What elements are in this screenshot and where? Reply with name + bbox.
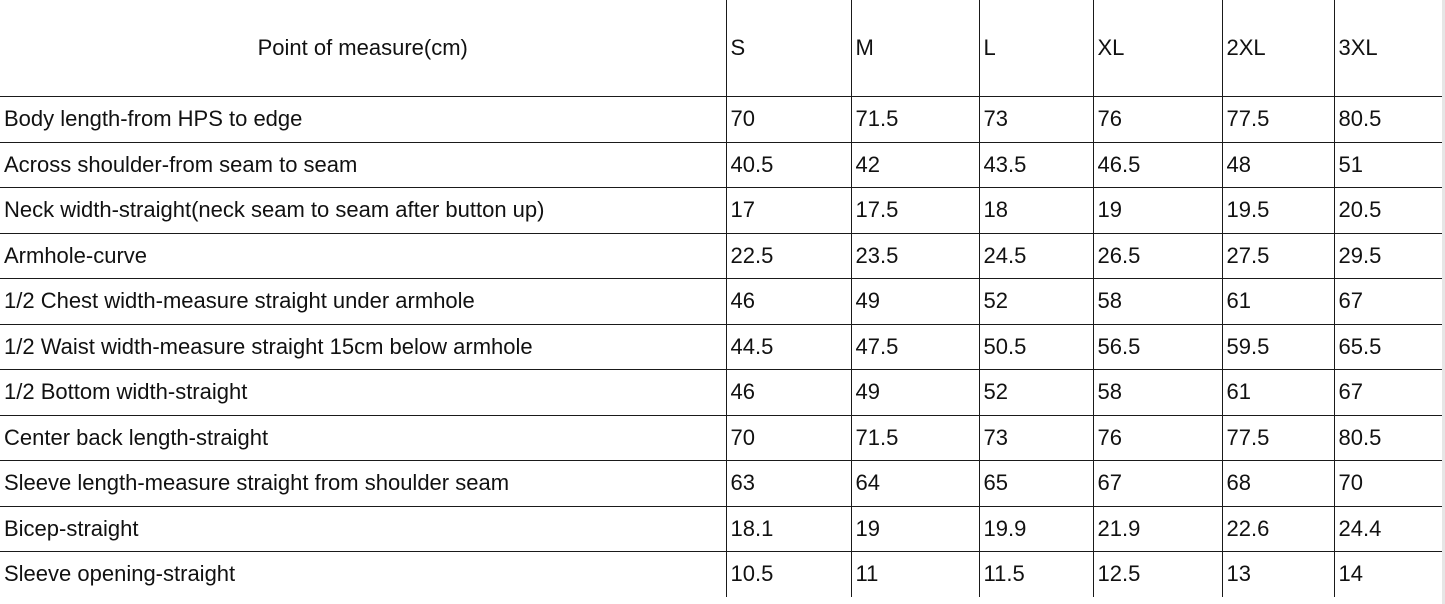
header-point-of-measure: Point of measure(cm) <box>0 0 726 97</box>
size-l-cell: 65 <box>979 461 1093 507</box>
size-2xl-cell: 13 <box>1222 552 1334 597</box>
size-3xl-cell: 14 <box>1334 552 1442 597</box>
size-xl-cell: 56.5 <box>1093 324 1222 370</box>
size-xl-cell: 58 <box>1093 279 1222 325</box>
table-row <box>0 415 1442 461</box>
size-2xl-cell: 19.5 <box>1222 188 1334 234</box>
size-2xl-cell: 27.5 <box>1222 233 1334 279</box>
size-l-cell: 52 <box>979 279 1093 325</box>
table-body <box>0 97 1442 597</box>
size-l-cell: 43.5 <box>979 142 1093 188</box>
size-s-cell: 44.5 <box>726 324 851 370</box>
size-l-cell: 73 <box>979 97 1093 143</box>
size-xl-cell: 46.5 <box>1093 142 1222 188</box>
size-m-cell: 47.5 <box>851 324 979 370</box>
size-xl-cell: 58 <box>1093 370 1222 416</box>
header-size-l: L <box>979 0 1093 97</box>
size-3xl-cell: 80.5 <box>1334 97 1442 143</box>
size-s-cell: 22.5 <box>726 233 851 279</box>
size-xl-cell: 26.5 <box>1093 233 1222 279</box>
table-row <box>0 324 1442 370</box>
size-3xl-cell: 24.4 <box>1334 506 1442 552</box>
size-3xl-cell: 80.5 <box>1334 415 1442 461</box>
size-3xl-cell: 51 <box>1334 142 1442 188</box>
size-3xl-cell: 20.5 <box>1334 188 1442 234</box>
size-3xl-cell: 67 <box>1334 370 1442 416</box>
size-l-cell: 50.5 <box>979 324 1093 370</box>
size-l-cell: 18 <box>979 188 1093 234</box>
size-3xl-cell: 65.5 <box>1334 324 1442 370</box>
table-header-row <box>0 0 1442 97</box>
measure-name-cell: Armhole-curve <box>0 233 726 279</box>
size-2xl-cell: 68 <box>1222 461 1334 507</box>
measure-name-cell: Sleeve length-measure straight from shoulder seam <box>0 461 726 507</box>
size-m-cell: 64 <box>851 461 979 507</box>
header-size-2xl: 2XL <box>1222 0 1334 97</box>
size-m-cell: 42 <box>851 142 979 188</box>
size-m-cell: 49 <box>851 370 979 416</box>
table-row <box>0 461 1442 507</box>
table-row <box>0 279 1442 325</box>
size-2xl-cell: 61 <box>1222 370 1334 416</box>
table-row <box>0 188 1442 234</box>
size-l-cell: 52 <box>979 370 1093 416</box>
measure-name-cell: 1/2 Bottom width-straight <box>0 370 726 416</box>
size-3xl-cell: 29.5 <box>1334 233 1442 279</box>
size-m-cell: 23.5 <box>851 233 979 279</box>
size-xl-cell: 67 <box>1093 461 1222 507</box>
size-2xl-cell: 48 <box>1222 142 1334 188</box>
size-l-cell: 11.5 <box>979 552 1093 597</box>
header-size-s: S <box>726 0 851 97</box>
size-s-cell: 46 <box>726 279 851 325</box>
table-row <box>0 552 1442 597</box>
size-s-cell: 18.1 <box>726 506 851 552</box>
size-s-cell: 40.5 <box>726 142 851 188</box>
size-2xl-cell: 22.6 <box>1222 506 1334 552</box>
measure-name-cell: Neck width-straight(neck seam to seam after button up) <box>0 188 726 234</box>
measure-name-cell: 1/2 Waist width-measure straight 15cm below armhole <box>0 324 726 370</box>
size-s-cell: 70 <box>726 97 851 143</box>
size-l-cell: 24.5 <box>979 233 1093 279</box>
size-xl-cell: 76 <box>1093 97 1222 143</box>
size-l-cell: 73 <box>979 415 1093 461</box>
size-l-cell: 19.9 <box>979 506 1093 552</box>
table-row <box>0 233 1442 279</box>
size-3xl-cell: 70 <box>1334 461 1442 507</box>
size-s-cell: 17 <box>726 188 851 234</box>
header-size-m: M <box>851 0 979 97</box>
measure-name-cell: Center back length-straight <box>0 415 726 461</box>
size-2xl-cell: 77.5 <box>1222 97 1334 143</box>
size-2xl-cell: 77.5 <box>1222 415 1334 461</box>
table-row <box>0 142 1442 188</box>
measure-name-cell: 1/2 Chest width-measure straight under armhole <box>0 279 726 325</box>
size-2xl-cell: 61 <box>1222 279 1334 325</box>
measure-name-cell: Body length-from HPS to edge <box>0 97 726 143</box>
size-m-cell: 71.5 <box>851 415 979 461</box>
table-row <box>0 506 1442 552</box>
table-row <box>0 97 1442 143</box>
size-2xl-cell: 59.5 <box>1222 324 1334 370</box>
size-s-cell: 10.5 <box>726 552 851 597</box>
size-3xl-cell: 67 <box>1334 279 1442 325</box>
measure-name-cell: Sleeve opening-straight <box>0 552 726 597</box>
size-s-cell: 70 <box>726 415 851 461</box>
header-size-3xl: 3XL <box>1334 0 1442 97</box>
header-size-xl: XL <box>1093 0 1222 97</box>
size-s-cell: 46 <box>726 370 851 416</box>
size-s-cell: 63 <box>726 461 851 507</box>
measure-name-cell: Bicep-straight <box>0 506 726 552</box>
size-m-cell: 11 <box>851 552 979 597</box>
size-m-cell: 19 <box>851 506 979 552</box>
size-m-cell: 17.5 <box>851 188 979 234</box>
size-m-cell: 71.5 <box>851 97 979 143</box>
size-xl-cell: 19 <box>1093 188 1222 234</box>
measure-name-cell: Across shoulder-from seam to seam <box>0 142 726 188</box>
size-xl-cell: 21.9 <box>1093 506 1222 552</box>
size-xl-cell: 12.5 <box>1093 552 1222 597</box>
table-row <box>0 370 1442 416</box>
size-xl-cell: 76 <box>1093 415 1222 461</box>
size-m-cell: 49 <box>851 279 979 325</box>
